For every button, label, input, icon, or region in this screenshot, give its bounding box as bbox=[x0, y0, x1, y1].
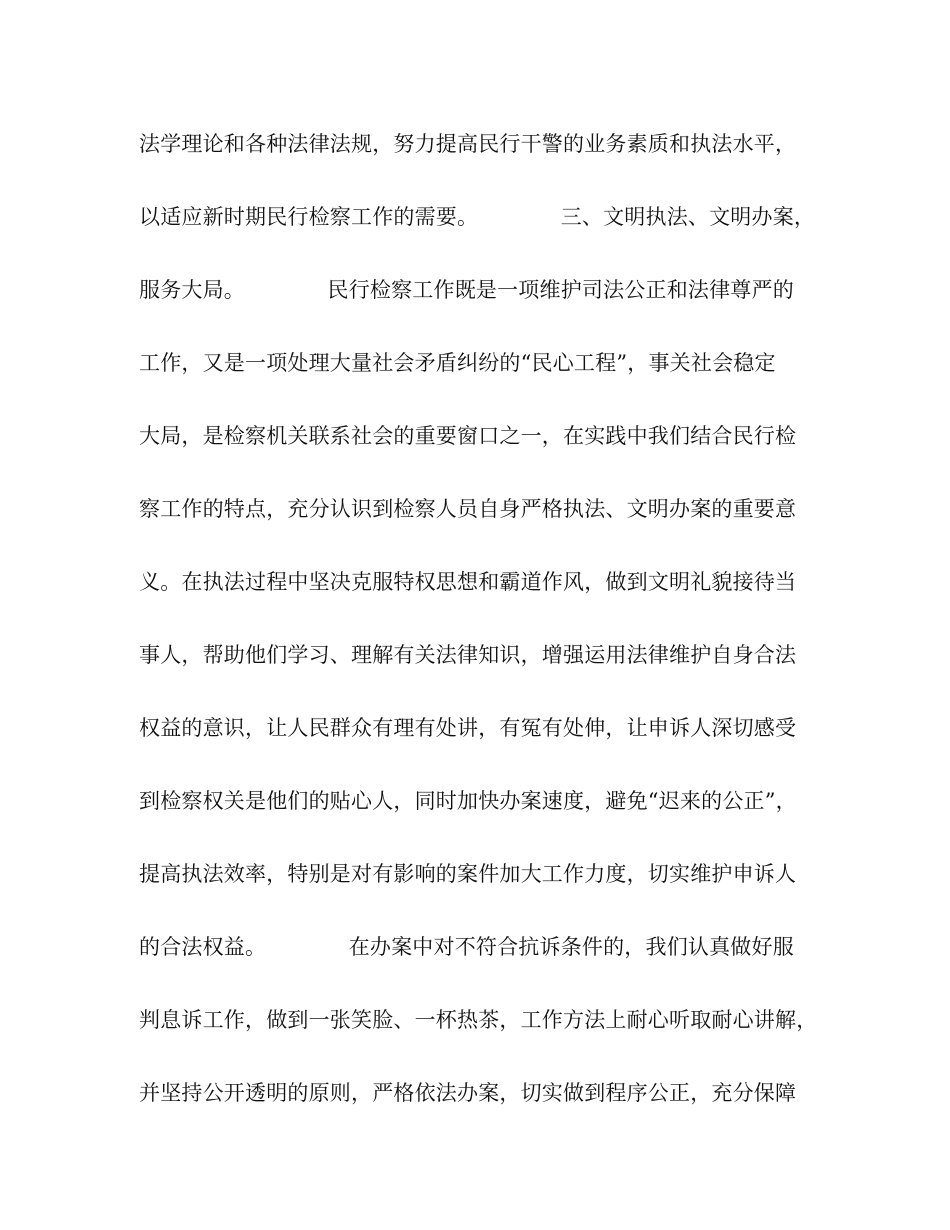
text-line: 并坚持公开透明的原则，严格依法办案，切实做到程序公正，充分保障 bbox=[139, 1081, 797, 1105]
text-line: 以适应新时期民行检察工作的需要。 三、文明执法、文明办案， bbox=[139, 205, 816, 229]
text-line: 权益的意识，让人民群众有理有处讲，有冤有处伸，让申诉人深切感受 bbox=[139, 716, 797, 740]
text-line: 察工作的特点，充分认识到检察人员自身严格执法、文明办案的重要意 bbox=[139, 497, 797, 521]
text-line: 法学理论和各种法律法规，努力提高民行干警的业务素质和执法水平， bbox=[139, 132, 797, 156]
text-line: 提高执法效率，特别是对有影响的案件加大工作力度，切实维护申诉人 bbox=[139, 862, 797, 886]
text-line: 大局，是检察机关联系社会的重要窗口之一，在实践中我们结合民行检 bbox=[139, 424, 797, 448]
text-line: 判息诉工作，做到一张笑脸、一杯热茶，工作方法上耐心听取耐心讲解， bbox=[139, 1008, 818, 1032]
text-line: 服务大局。 民行检察工作既是一项维护司法公正和法律尊严的 bbox=[139, 278, 794, 302]
text-line: 事人，帮助他们学习、理解有关法律知识，增强运用法律维护自身合法 bbox=[139, 643, 797, 667]
text-line: 的合法权益。 在办案中对不符合抗诉条件的，我们认真做好服 bbox=[139, 935, 794, 959]
text-line: 义。在执法过程中坚决克服特权思想和霸道作风，做到文明礼貌接待当 bbox=[139, 570, 797, 594]
body-text bbox=[139, 124, 839, 1146]
text-line: 工作，又是一项处理大量社会矛盾纠纷的“民心工程”，事关社会稳定 bbox=[139, 351, 776, 375]
text-line: 到检察权关是他们的贴心人，同时加快办案速度，避免“迟来的公正”， bbox=[139, 789, 797, 813]
